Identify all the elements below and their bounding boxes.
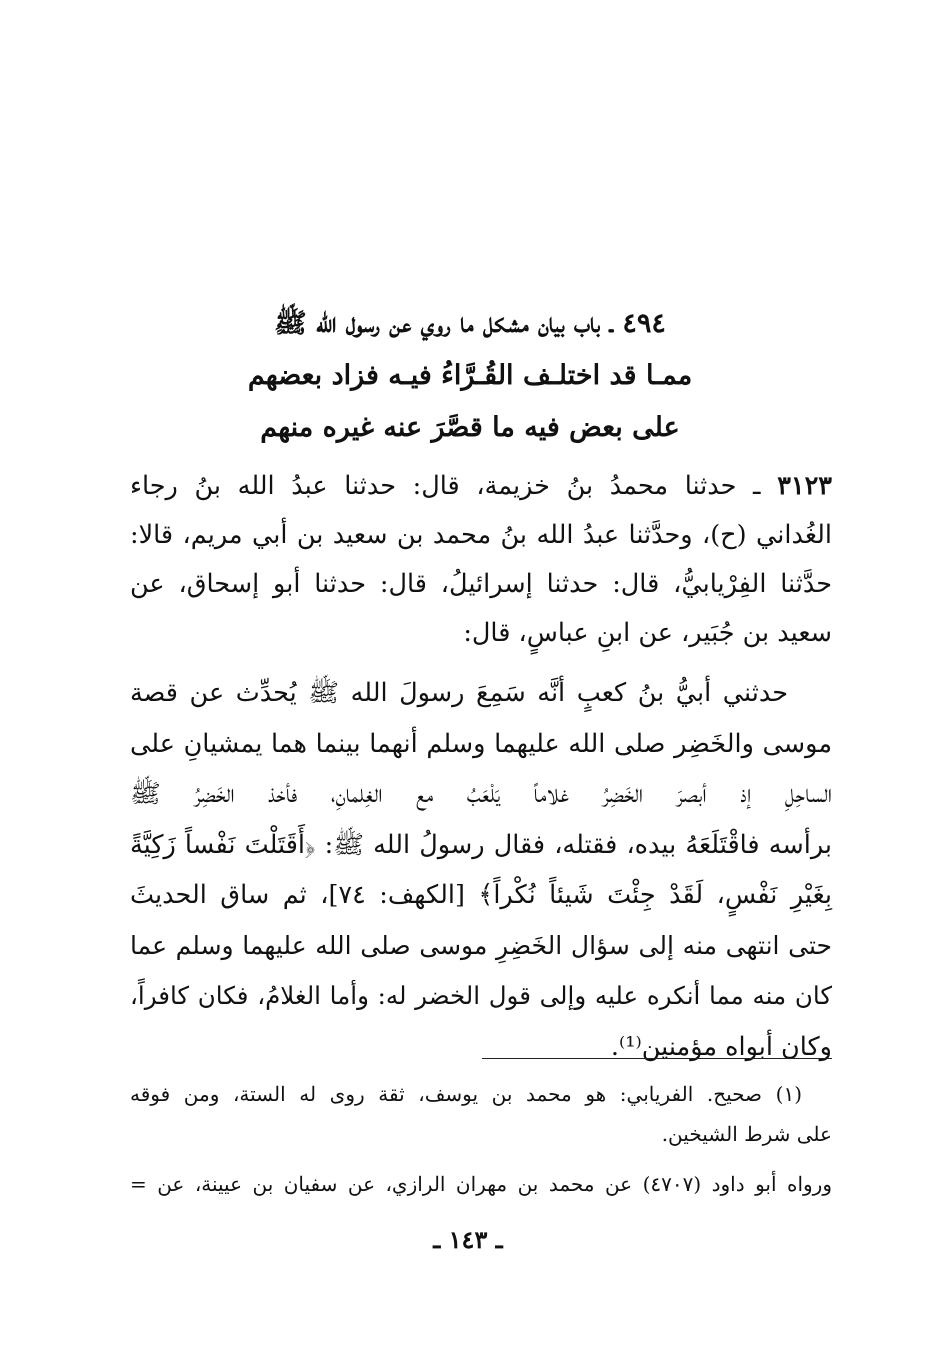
chapter-heading-line: ممـا قد اختلـف القُـرَّاءُ فيـه فزاد بعضهم bbox=[247, 360, 693, 391]
chapter-heading-line: ٤٩٤ ـ باب بيان مشكل ما روي عن رسول الله ﷺ bbox=[274, 308, 666, 339]
matn-line: حتى انتهى منه إلى سؤال الخَضِرِ موسى صلى الله عليهما وسلم عما bbox=[130, 930, 832, 960]
isnad-line bbox=[130, 462, 832, 511]
matn-line: بِغَيْرِ نَفْسٍ، لَقَدْ جِئْتَ شَيئاً نُكْراً﴾ [الكهف: ٧٤]، ثم ساق الحديثَ bbox=[130, 880, 832, 910]
matn-line: برأسه فاقْتَلَعَهُ بيده، فقتله، فقال رسولُ الله ﷺ: ﴿أَقَتَلْتَ نَفْساً زَكِيَّةً bbox=[130, 829, 832, 860]
matn-line: حدثني أبيُّ بنُ كعبٍ أنَّه سَمِعَ رسولَ الله ﷺ يُحدِّث عن قصة bbox=[130, 678, 788, 708]
footnote-line: ورواه أبو داود (٤٧٠٧) عن محمد بن مهران الرازي، عن سفيان بن عيينة، عن = bbox=[130, 1172, 832, 1196]
page-number: ـ ١٤٣ ـ bbox=[433, 1225, 503, 1254]
chapter-heading-line: على بعض فيه ما قصَّرَ عنه غيره منهم bbox=[260, 412, 680, 443]
hadith-number: ٣١٢٣ bbox=[777, 471, 832, 501]
matn-line: وكان أبواه مؤمنين⁽¹⁾. bbox=[610, 1031, 832, 1062]
chapter-heading bbox=[150, 298, 790, 454]
hadith-matn bbox=[130, 668, 832, 1072]
footnote-line: (١) صحيح. الفريابي: هو محمد بن يوسف، ثقة روى له الستة، ومن فوقه bbox=[130, 1082, 802, 1106]
isnad-line: الغُداني (ح)، وحدَّثنا عبدُ الله بنُ محمد بن سعيد بن أبي مريم، قالا: bbox=[130, 520, 832, 550]
hadith-isnad bbox=[130, 462, 832, 658]
isnad-text: ـ حدثنا محمدُ بنُ خزيمة، قال: حدثنا عبدُ الله بنُ رجاء bbox=[130, 471, 761, 501]
matn-line: الساحِلِ إذ أبصرَ الخَضِرُ غلاماً يَلْعَبُ مع الغِلمانِ، فأخذ الخَضِرُ ﷺ bbox=[130, 779, 832, 809]
isnad-line: حدَّثنا الفِرْيابيُّ، قال: حدثنا إسرائيلُ، قال: حدثنا أبو إسحاق، عن bbox=[130, 569, 832, 599]
footnotes bbox=[130, 1074, 832, 1204]
footnote-separator bbox=[482, 1058, 832, 1059]
isnad-line: سعيد بن جُبَير، عن ابنِ عباسٍ، قال: bbox=[463, 618, 832, 648]
matn-line: موسى والخَضِر صلى الله عليهما وسلم أنهما بينما هما يمشيانِ على bbox=[130, 728, 832, 759]
matn-line: كان منه مما أنكره عليه وإلى قول الخضر له: وأما الغلامُ، فكان كافراً، bbox=[130, 981, 832, 1010]
footnote-line: على شرط الشيخين. bbox=[661, 1122, 832, 1146]
